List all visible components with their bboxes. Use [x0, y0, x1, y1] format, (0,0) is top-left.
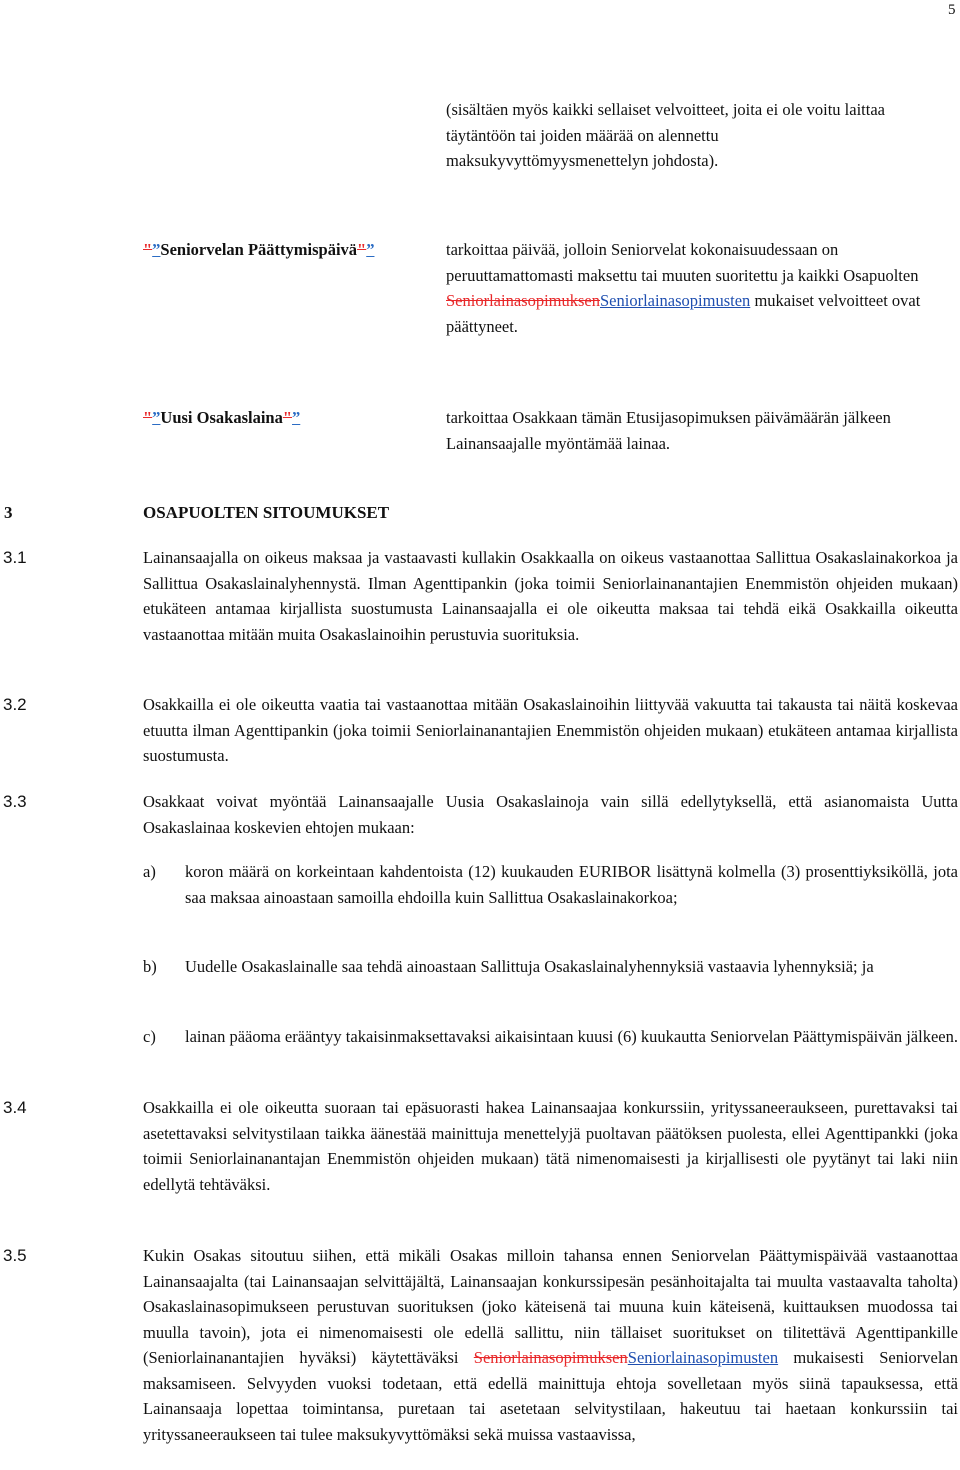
- deleted-quote: ": [143, 240, 153, 259]
- inserted-quote: ”: [292, 408, 301, 427]
- definition-text: [446, 237, 921, 339]
- deleted-text: Seniorlainasopimuksen: [473, 1348, 628, 1367]
- clause-number: 3.3: [3, 792, 27, 811]
- clause-number: 3.1: [3, 548, 27, 567]
- clause-number: 3.2: [3, 695, 27, 714]
- definition-term: [143, 237, 374, 263]
- condition-label: c): [143, 1027, 156, 1046]
- section-title: OSAPUOLTEN SITOUMUKSET: [143, 503, 390, 522]
- definition-term: [143, 405, 300, 431]
- inserted-quote: ”: [152, 408, 161, 427]
- deleted-quote: ": [143, 408, 153, 427]
- term-text: Seniorvelan Päättymispäivä: [160, 240, 358, 259]
- section-heading: [4, 500, 389, 525]
- condition-text: koron määrä on korkeintaan kahdentoista (12) kuukauden EURIBOR lisättynä kolmella (3) prosenttiyksiköllä, jota saa maksaa ainoastaan samoilla ehdoilla kuin Sallittua Osakaslainakorkoa;: [185, 862, 958, 907]
- condition-label: a): [143, 862, 156, 881]
- intro-continuation: (sisältäen myös kaikki sellaiset velvoitteet, joita ei ole voitu laittaa täytäntöön tai joiden määrää on alennettu maksukyvyttömyysmenettelyn johdosta).: [446, 100, 885, 170]
- condition-text: lainan pääoma erääntyy takaisinmaksettavaksi aikaisintaan kuusi (6) kuukautta Seniorvelan Päättymispäivän jälkeen.: [185, 1027, 958, 1046]
- inserted-quote: ”: [366, 240, 375, 259]
- clause-text: Osakkailla ei ole oikeutta vaatia tai vastaanottaa mitään Osakaslainoihin liittyvää vakuutta tai takausta tai näitä koskevaa etuutta ilman Agenttipankin (joka toimii Seniorlainanantajien Enemmistön ohjeiden mukaan) etukäteen antamaa kirjallista suostumusta.: [143, 695, 958, 765]
- deleted-quote: ": [282, 408, 293, 427]
- page-number: 5: [948, 2, 956, 18]
- condition-label: b): [143, 957, 157, 976]
- definition-text-part: tarkoittaa päivää, jolloin Seniorvelat kokonaisuudessaan on peruuttamattomasti maksettu tai muuten suoritettu ja kaikki Osapuolten: [446, 240, 919, 285]
- clause-text-part: mukaisesti Seniorvelan maksamiseen. Selvyyden vuoksi todetaan, että edellä mainittuja ehtoja sovelletaan myös siinä tapauksessa, että Lainansaaja lopettaa toimintansa, puretaan tai asetetaan selvitystilaan, hakeutuu tai haetaan konkurssiin tai yrityssaneeraukseen tai tulee maksukyvyttömäksi sekä muissa vastaavissa,: [143, 1348, 958, 1444]
- section-number: 3: [4, 503, 13, 522]
- deleted-quote: ": [357, 240, 367, 259]
- clause-text-part: Kukin Osakas sitoutuu siihen, että mikäli Osakas milloin tahansa ennen Seniorvelan Päättymispäivää vastaanottaa Lainansaajalta (tai Lainansaajan selvittäjältä, Lainansaajan konkurssipesän pesänhoitajalta tai muulta vastaavalta taholta) Osakaslainasopimukseen perustuvan suorituksen (joko käteisenä tai muuna kuin käteisenä, kuittauksen muodossa tai muulla tavoin), jota ei nimenomaisesti ole edellä sallittu, niin tällaiset suoritukset on tilitettävä Agenttipankille (Seniorlainanantajien hyväksi) käytettäväksi: [143, 1246, 958, 1367]
- inserted-text: Seniorlainasopimusten: [599, 291, 751, 310]
- clause-text: Lainansaajalla on oikeus maksaa ja vastaavasti kullakin Osakkaalla on oikeus vastaanottaa Sallittua Osakaslainakorkoa ja Sallittua Osakaslainalyhennystä. Ilman Agenttipankin (joka toimii Seniorlainanantajien Enemmistön ohjeiden mukaan) etukäteen antamaa kirjallista suostumusta Lainansaajalla ei ole oikeutta maksaa tai tehdä eikä Osakkailla oikeutta vastaanottaa mitään muita Osakaslainoihin perustuvia suorituksia.: [143, 548, 958, 644]
- clause-text: [143, 1243, 958, 1447]
- definition-text: tarkoittaa Osakkaan tämän Etusijasopimuksen päivämäärän jälkeen Lainansaajalle myöntämää lainaa.: [446, 408, 891, 453]
- condition-text: Uudelle Osakaslainalle saa tehdä ainoastaan Sallittuja Osakaslainalyhennyksiä vastaavia lyhennyksiä; ja: [185, 957, 874, 976]
- definition-text-part: mukaiset velvoitteet ovat päättyneet.: [446, 291, 921, 336]
- clause-number: 3.4: [3, 1098, 27, 1117]
- inserted-quote: ”: [152, 240, 161, 259]
- clause-text: Osakkaat voivat myöntää Lainansaajalle Uusia Osakaslainoja vain sillä edellytyksellä, että asianomaista Uutta Osakaslainaa koskevien ehtojen mukaan:: [143, 792, 958, 837]
- inserted-text: Seniorlainasopimusten: [627, 1348, 779, 1367]
- term-text: Uusi Osakaslaina: [160, 408, 283, 427]
- deleted-text: Seniorlainasopimuksen: [446, 291, 600, 310]
- clause-text: Osakkailla ei ole oikeutta suoraan tai epäsuorasti hakea Lainansaajaa konkurssiin, yrityssaneeraukseen, purettavaksi tai asetettavaksi selvitystilaan taikka äänestää mainittuja menettelyjä puoltavan päätöksen puolesta, ellei Agenttipankki (joka toimii Seniorlainanantajan Enemmistön ohjeiden mukaan) tätä nimenomaisesti ja kirjallisesti ole pyytänyt tai laki niin edellytä tehtäväksi.: [143, 1098, 958, 1194]
- clause-number: 3.5: [3, 1246, 27, 1265]
